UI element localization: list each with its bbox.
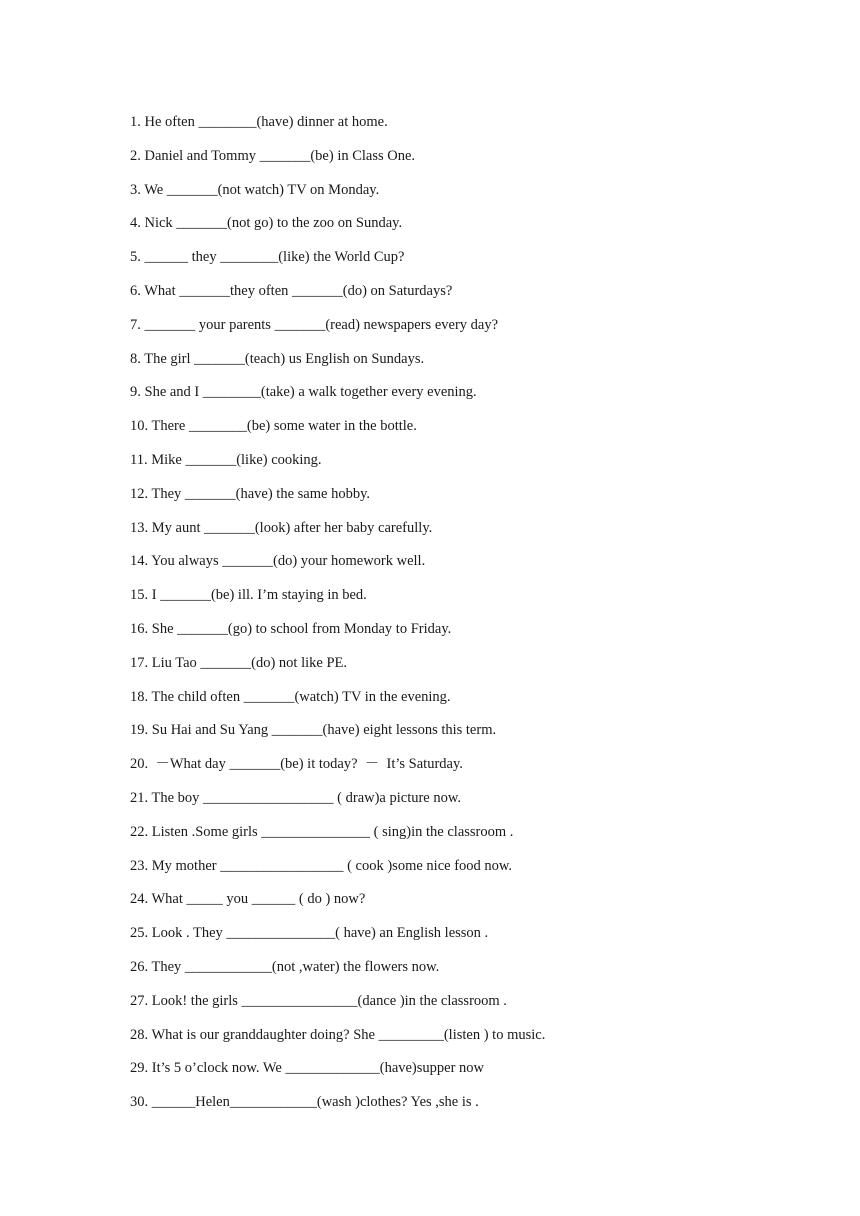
exercise-item-20: 20. －What day _______(be) it today? － It’s Saturday.	[130, 756, 463, 773]
exercise-item-11: 11. Mike _______(like) cooking.	[130, 451, 322, 468]
exercise-item-1: 1. He often ________(have) dinner at home.	[130, 114, 388, 130]
exercise-item-19: 19. Su Hai and Su Yang _______(have) eight lessons this term.	[130, 722, 497, 739]
exercise-item-18: 18. The child often _______(watch) TV in the evening.	[130, 688, 451, 705]
exercise-item-10: 10. There ________(be) some water in the bottle.	[130, 418, 417, 435]
exercise-item-5: 5. ______ they ________(like) the World Cup?	[130, 249, 405, 266]
exercise-item-25: 25. Look . They _______________( have) an English lesson .	[130, 925, 489, 942]
exercise-item-7: 7. _______ your parents _______(read) newspapers every day?	[130, 316, 499, 333]
exercise-item-12: 12. They _______(have) the same hobby.	[130, 485, 371, 502]
exercise-item-3: 3. We _______(not watch) TV on Monday.	[130, 181, 380, 198]
exercise-item-28: 28. What is our granddaughter doing? She _________(listen ) to music.	[130, 1026, 546, 1043]
exercise-list	[130, 112, 830, 1126]
exercise-item-30: 30. ______Helen____________(wash )clothes? Yes ,she is .	[130, 1094, 479, 1111]
exercise-item-13: 13. My aunt _______(look) after her baby carefully.	[130, 519, 433, 536]
exercise-item-29: 29. It’s 5 o’clock now. We _____________(have)supper now	[130, 1060, 485, 1077]
exercise-item-8: 8. The girl _______(teach) us English on Sundays.	[130, 350, 425, 367]
exercise-item-26: 26. They ____________(not ,water) the flowers now.	[130, 958, 440, 975]
exercise-item-27: 27. Look! the girls ________________(dance )in the classroom .	[130, 992, 507, 1009]
exercise-item-14: 14. You always _______(do) your homework well.	[130, 553, 426, 570]
exercise-item-4: 4. Nick _______(not go) to the zoo on Sunday.	[130, 215, 403, 232]
exercise-item-9: 9. She and I ________(take) a walk together every evening.	[130, 384, 477, 401]
exercise-item-17: 17. Liu Tao _______(do) not like PE.	[130, 654, 348, 671]
exercise-item-22: 22. Listen .Some girls _______________ ( sing)in the classroom .	[130, 823, 514, 840]
exercise-item-15: 15. I _______(be) ill. I’m staying in bed.	[130, 587, 367, 604]
exercise-item-2: 2. Daniel and Tommy _______(be) in Class One.	[130, 147, 416, 164]
exercise-item-21: 21. The boy __________________ ( draw)a picture now.	[130, 789, 462, 806]
exercise-item-23: 23. My mother _________________ ( cook )some nice food now.	[130, 857, 513, 874]
exercise-item-16: 16. She _______(go) to school from Monday to Friday.	[130, 620, 452, 637]
exercise-item-24: 24. What _____ you ______ ( do ) now?	[130, 891, 366, 908]
exercise-item-6: 6. What _______they often _______(do) on Saturdays?	[130, 282, 453, 299]
